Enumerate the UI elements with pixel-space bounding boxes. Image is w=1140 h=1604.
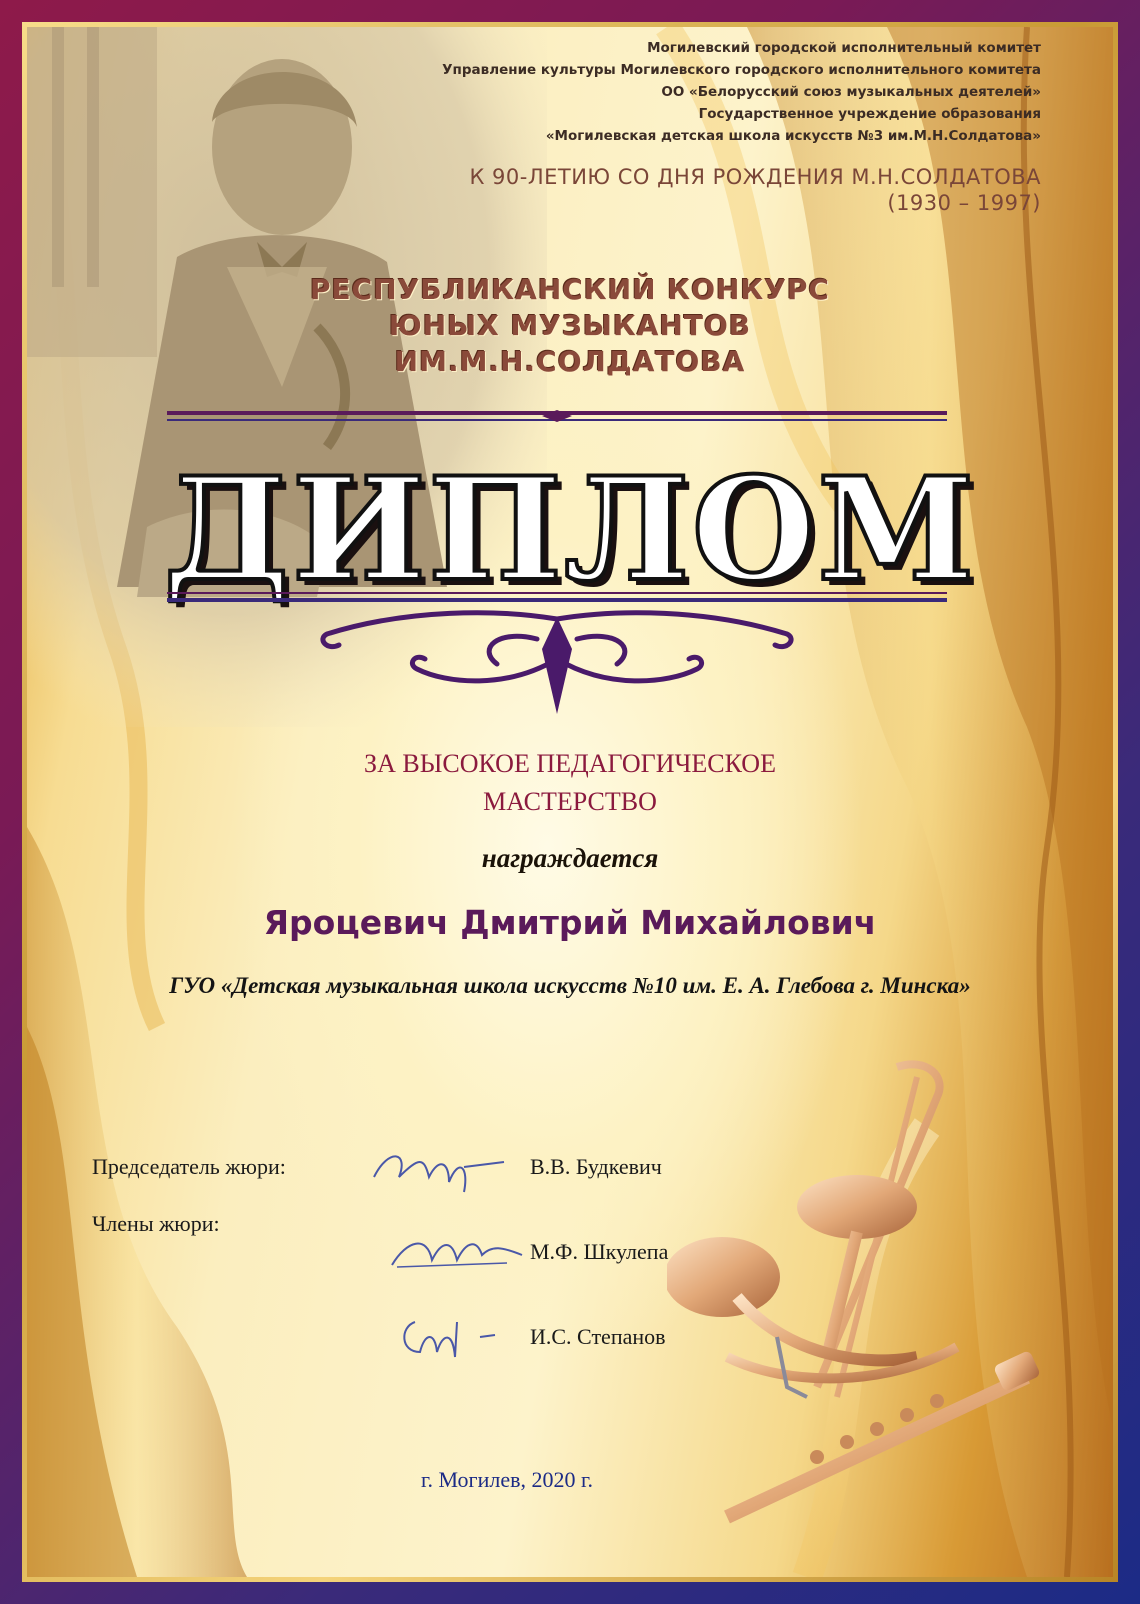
header-line-3: ОО «Белорусский союз музыкальных деятелей» bbox=[661, 84, 1041, 100]
ornament-divider bbox=[27, 589, 1113, 719]
award-reason-line-1: ЗА ВЫСОКОЕ ПЕДАГОГИЧЕСКОЕ bbox=[364, 749, 776, 778]
award-reason-line-2: МАСТЕРСТВО bbox=[483, 787, 657, 816]
recipient-name: Яроцевич Дмитрий Михайлович bbox=[263, 903, 877, 942]
brass-instruments-image bbox=[667, 1057, 1067, 1527]
header-line-5: «Могилевская детская школа искусств №3 им.М.Н.Солдатова» bbox=[545, 128, 1041, 144]
recipient-school: ГУО «Детская музыкальная школа искусств №10 им. Е. А. Глебова г. Минска» bbox=[169, 973, 971, 998]
jury-member-2-name: И.С. Степанов bbox=[530, 1324, 666, 1349]
diploma-title: ДИПЛОМ bbox=[163, 447, 977, 613]
chair-signature bbox=[369, 1137, 509, 1197]
awarded-label: награждается bbox=[481, 843, 659, 873]
header-line-1: Могилевский городской исполнительный комитет bbox=[647, 40, 1041, 56]
diploma-canvas bbox=[27, 27, 1113, 1577]
jury-members-label: Члены жюри: bbox=[92, 1211, 220, 1236]
jury-chair-name: В.В. Будкевич bbox=[530, 1154, 662, 1179]
jury-member-1-name: М.Ф. Шкулепа bbox=[530, 1239, 669, 1264]
contest-title-line-1: РЕСПУБЛИКАНСКИЙ КОНКУРС bbox=[310, 273, 830, 306]
anniversary-line: К 90-ЛЕТИЮ СО ДНЯ РОЖДЕНИЯ М.Н.СОЛДАТОВА bbox=[469, 165, 1041, 189]
contest-title-line-3: ИМ.М.Н.СОЛДАТОВА bbox=[394, 345, 746, 378]
member-2-signature bbox=[395, 1307, 505, 1367]
header-line-2: Управление культуры Могилевского городского исполнительного комитета bbox=[442, 62, 1041, 78]
jury-chair-label: Председатель жюри: bbox=[92, 1154, 286, 1179]
member-1-signature bbox=[387, 1225, 527, 1275]
place-and-year: г. Могилев, 2020 г. bbox=[420, 1467, 594, 1492]
anniversary-years: (1930 – 1997) bbox=[887, 191, 1041, 215]
contest-title-line-2: ЮНЫХ МУЗЫКАНТОВ bbox=[388, 309, 752, 342]
top-divider bbox=[27, 407, 1113, 427]
header-line-4: Государственное учреждение образования bbox=[698, 106, 1041, 122]
